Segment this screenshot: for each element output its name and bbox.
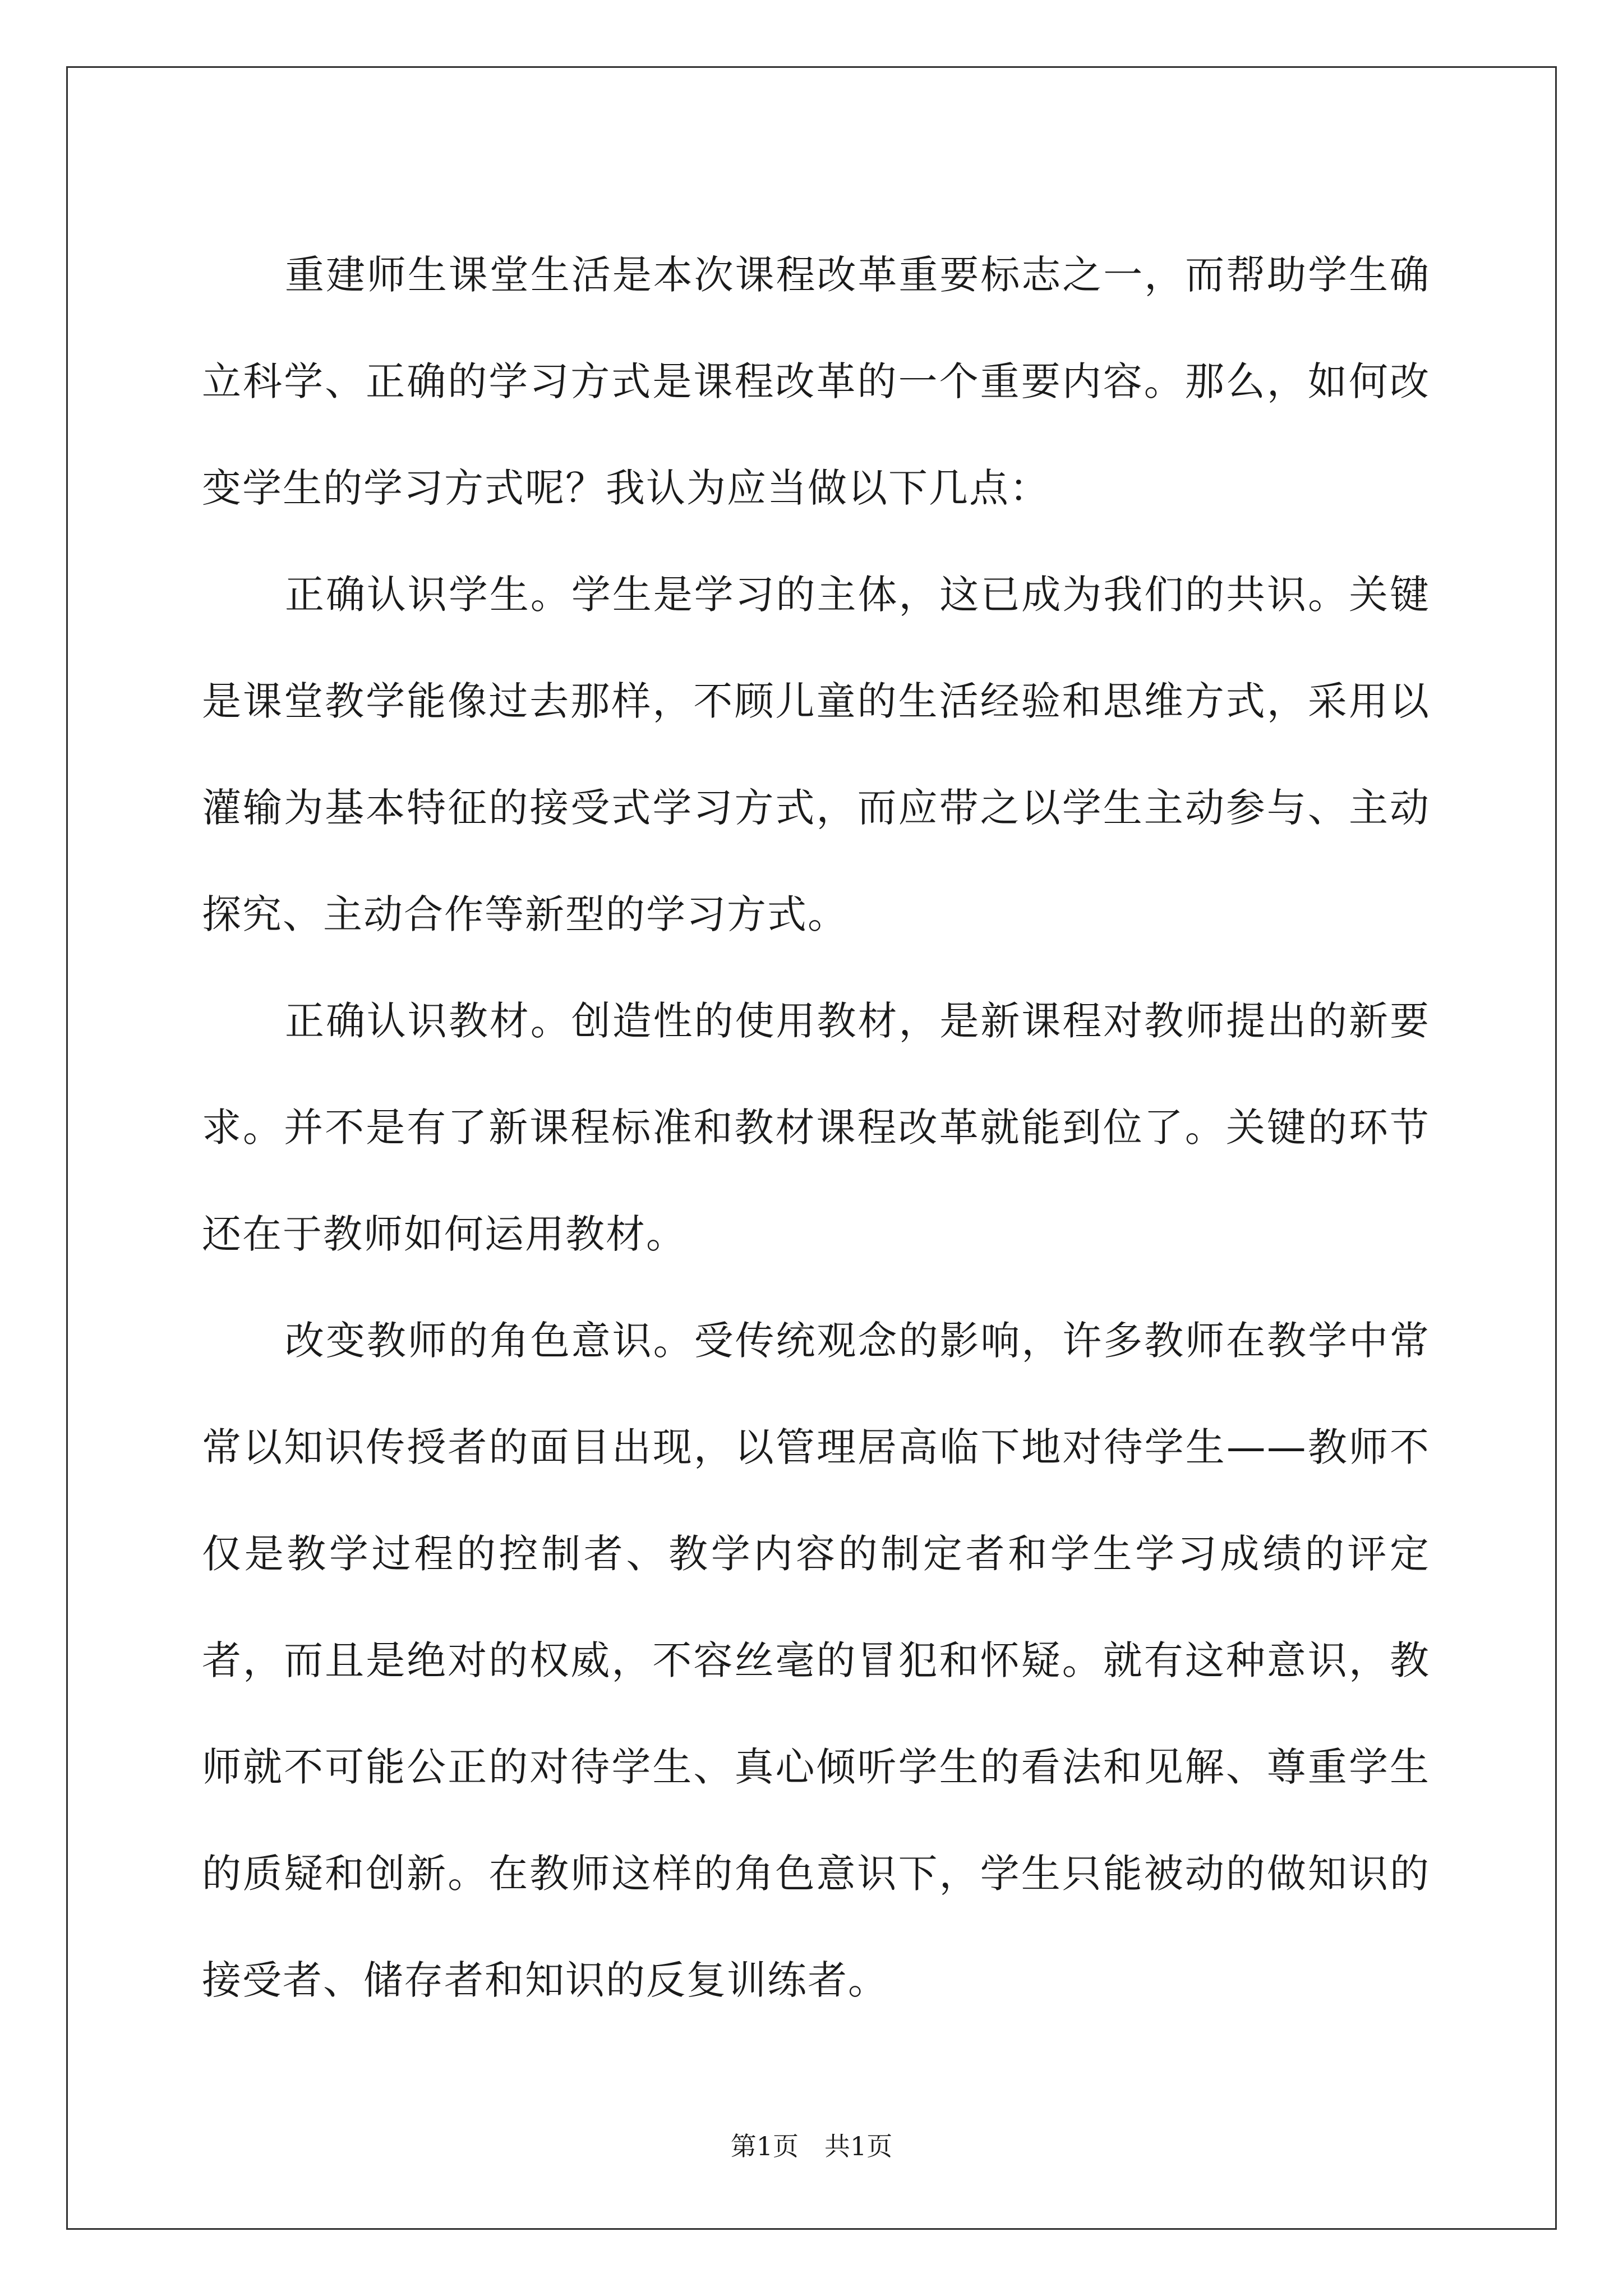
paragraph-2: 正确认识学生。学生是学习的主体，这已成为我们的共识。关键是课堂教学能像过去那样，不顾儿童的生活经验和思维方式，采用以灌输为基本特征的接受式学习方式，而应带之以学生主动参与、主动探究、主动合作等新型的学习方式。 — [202, 572, 1430, 937]
page-number-footer: 第1页 共1页 — [730, 2131, 893, 2161]
document-body — [202, 222, 1430, 2033]
paragraph-1: 重建师生课堂生活是本次课程改革重要标志之一，而帮助学生确立科学、正确的学习方式是课程改革的一个重要内容。那么，如何改变学生的学习方式呢？我认为应当做以下几点： — [202, 252, 1430, 511]
paragraph-4: 改变教师的角色意识。受传统观念的影响，许多教师在教学中常常以知识传授者的面目出现，以管理居高临下地对待学生——教师不仅是教学过程的控制者、教学内容的制定者和学生学习成绩的评定者，而且是绝对的权威，不容丝毫的冒犯和怀疑。就有这种意识，教师就不可能公正的对待学生、真心倾听学生的看法和见解、尊重学生的质疑和创新。在教师这样的角色意识下，学生只能被动的做知识的接受者、储存者和知识的反复训练者。 — [202, 1318, 1430, 2003]
paragraph-3: 正确认识教材。创造性的使用教材，是新课程对教师提出的新要求。并不是有了新课程标准和教材课程改革就能到位了。关键的环节还在于教师如何运用教材。 — [202, 998, 1430, 1257]
